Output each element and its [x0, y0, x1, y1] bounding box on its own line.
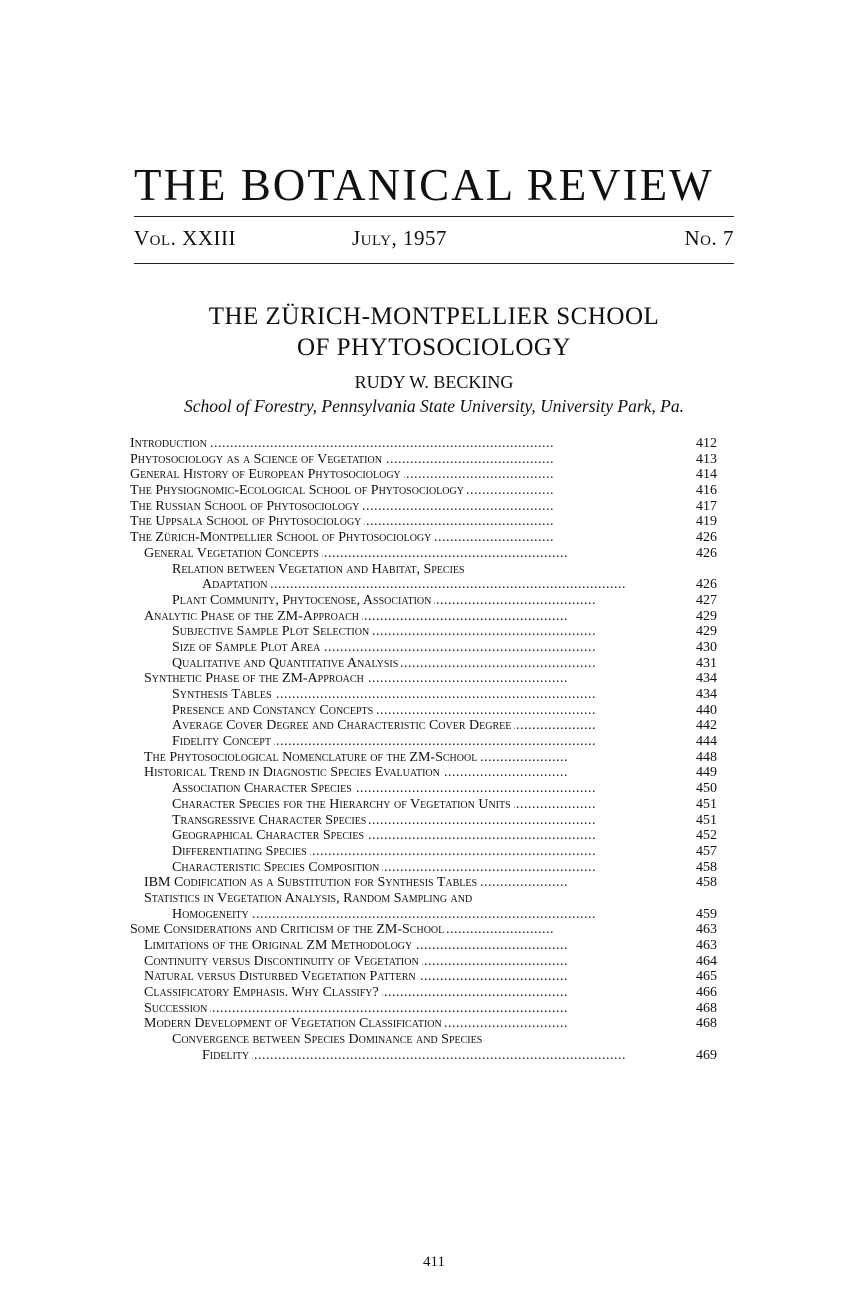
- toc-entry: [130, 436, 736, 452]
- toc-entry-page: 417: [696, 498, 717, 514]
- toc-entry: [130, 891, 736, 907]
- table-of-contents: [130, 436, 736, 1064]
- toc-entry-title: Presence and Constancy Concepts: [172, 703, 376, 718]
- toc-entry: [130, 703, 736, 719]
- toc-entry: [130, 734, 736, 750]
- toc-entry-page: 458: [696, 859, 717, 875]
- toc-entry: [130, 938, 736, 954]
- toc-entry: [130, 860, 736, 876]
- toc-entry-title: Fidelity: [202, 1048, 252, 1063]
- toc-entry-page: 452: [696, 828, 717, 844]
- toc-entry: [130, 562, 736, 578]
- toc-entry-page: 464: [696, 953, 717, 969]
- toc-entry-title: General History of European Phytosociology: [130, 467, 404, 482]
- toc-entry: [130, 1016, 736, 1032]
- toc-entry-page: 448: [696, 749, 717, 765]
- toc-entry-page: 468: [696, 1000, 717, 1016]
- toc-entry: [130, 467, 736, 483]
- toc-entry-title: Adaptation: [202, 577, 270, 592]
- toc-entry: [130, 546, 736, 562]
- toc-entry-page: 449: [696, 765, 717, 781]
- toc-entry: [130, 483, 736, 499]
- issue-line: [134, 226, 734, 256]
- toc-entry-page: 450: [696, 781, 717, 797]
- toc-entry: [130, 671, 736, 687]
- toc-entry-page: 413: [696, 451, 717, 467]
- volume: Vol. XXIII: [134, 226, 236, 250]
- toc-entry-title: Natural versus Disturbed Vegetation Pattern: [144, 969, 419, 984]
- toc-entry-title: Synthetic Phase of the ZM-Approach: [144, 671, 367, 686]
- toc-entry-page: 451: [696, 796, 717, 812]
- toc-entry: [130, 907, 736, 923]
- toc-entry: [130, 875, 736, 891]
- toc-entry-page: 457: [696, 843, 717, 859]
- toc-entry-title: Some Considerations and Criticism of the ZM-School: [130, 922, 447, 937]
- toc-entry-page: 465: [696, 969, 717, 985]
- toc-entry-title: Homogeneity: [172, 907, 252, 922]
- toc-entry-title: Synthesis Tables: [172, 687, 275, 702]
- toc-entry: [130, 844, 736, 860]
- toc-entry-title: General Vegetation Concepts: [144, 546, 322, 561]
- toc-entry-title: Convergence between Species Dominance and Species: [172, 1032, 485, 1047]
- article-title-line2: OF PHYTOSOCIOLOGY: [296, 334, 572, 361]
- toc-entry-title: Continuity versus Discontinuity of Vegetation: [144, 954, 422, 969]
- toc-entry-title: Geographical Character Species: [172, 828, 367, 843]
- toc-entry-title: Qualitative and Quantitative Analysis: [172, 656, 401, 671]
- top-rule: [134, 216, 734, 217]
- toc-entry-title: Analytic Phase of the ZM-Approach: [144, 609, 362, 624]
- toc-entry-title: Association Character Species: [172, 781, 355, 796]
- toc-entry: [130, 593, 736, 609]
- toc-entry: [130, 797, 736, 813]
- toc-entry-title: Subjective Sample Plot Selection: [172, 624, 372, 639]
- toc-entry: [130, 969, 736, 985]
- toc-entry-page: 414: [696, 467, 717, 483]
- toc-entry: [130, 609, 736, 625]
- toc-entry: [130, 954, 736, 970]
- toc-entry-title: Character Species for the Hierarchy of Vegetation Units: [172, 797, 514, 812]
- toc-entry-page: 429: [696, 624, 717, 640]
- toc-entry: [130, 1001, 736, 1017]
- author: RUDY W. BECKING: [354, 372, 514, 392]
- toc-entry-title: Historical Trend in Diagnostic Species Evaluation: [144, 765, 443, 780]
- article-title-line1: THE ZÜRICH-MONTPELLIER SCHOOL: [208, 303, 660, 330]
- toc-entry-title: The Physiognomic-Ecological School of Phytosociology: [130, 483, 467, 498]
- toc-entry-title: Succession: [144, 1001, 210, 1016]
- toc-entry-page: 444: [696, 734, 717, 750]
- toc-entry-title: Differentiating Species: [172, 844, 310, 859]
- toc-entry-title: Average Cover Degree and Characteristic Cover Degree: [172, 718, 514, 733]
- issue-number: No. 7: [684, 226, 734, 250]
- toc-entry: [130, 514, 736, 530]
- page-number: 411: [423, 1254, 445, 1270]
- toc-entry: [130, 985, 736, 1001]
- toc-entry: [130, 687, 736, 703]
- toc-entry-page: 412: [696, 436, 717, 451]
- toc-entry-page: 434: [696, 687, 717, 702]
- toc-entry-title: Fidelity Concept: [172, 734, 274, 749]
- toc-entry: [130, 577, 736, 593]
- toc-entry-page: 426: [696, 530, 717, 546]
- toc-entry: [130, 750, 736, 766]
- toc-entry-title: Introduction: [130, 436, 210, 451]
- toc-entry: [130, 781, 736, 797]
- toc-entry: [130, 828, 736, 844]
- journal-title: THE BOTANICAL REVIEW: [134, 160, 714, 210]
- toc-entry-page: 459: [696, 906, 717, 922]
- toc-entry-page: 451: [696, 812, 717, 828]
- toc-entry-title: Classificatory Emphasis. Why Classify?: [144, 985, 382, 1000]
- toc-entry-page: 440: [696, 702, 717, 718]
- toc-entry-page: 429: [696, 608, 717, 624]
- toc-entry-title: The Phytosociological Nomenclature of the ZM-School: [144, 750, 480, 765]
- toc-entry-title: IBM Codification as a Substitution for Synthesis Tables: [144, 875, 480, 890]
- toc-entry-page: 468: [696, 1016, 717, 1032]
- toc-entry-title: Plant Community, Phytocenose, Association: [172, 593, 434, 608]
- toc-entry-page: 427: [696, 592, 717, 608]
- toc-entry: [130, 499, 736, 515]
- toc-entry: [130, 624, 736, 640]
- toc-entry: [130, 922, 736, 938]
- toc-entry-title: The Zürich-Montpellier School of Phytosociology: [130, 530, 434, 545]
- toc-entry: [130, 813, 736, 829]
- toc-entry: [130, 656, 736, 672]
- toc-entry-page: 469: [696, 1047, 717, 1063]
- toc-entry-title: The Uppsala School of Phytosociology: [130, 514, 364, 529]
- toc-entry: [130, 530, 736, 546]
- toc-entry-page: 419: [696, 514, 717, 530]
- toc-entry-page: 463: [696, 938, 717, 953]
- toc-entry-title: Modern Development of Vegetation Classification: [144, 1016, 445, 1031]
- toc-entry-page: 463: [696, 922, 717, 938]
- toc-entry: [130, 718, 736, 734]
- affiliation: School of Forestry, Pennsylvania State University, University Park, Pa.: [184, 396, 684, 416]
- toc-entry-title: Statistics in Vegetation Analysis, Random Sampling and: [144, 891, 475, 906]
- toc-entry: [130, 765, 736, 781]
- toc-entry-title: The Russian School of Phytosociology: [130, 499, 363, 514]
- toc-entry: [130, 1048, 736, 1064]
- toc-entry-page: 426: [696, 577, 717, 593]
- toc-entry-page: 416: [696, 483, 717, 499]
- toc-entry: [130, 1032, 736, 1048]
- toc-entry-page: 434: [696, 671, 717, 687]
- issue-date: July, 1957: [352, 226, 447, 250]
- toc-entry-title: Characteristic Species Composition: [172, 860, 382, 875]
- toc-entry-page: 458: [696, 875, 717, 891]
- toc-entry-page: 430: [696, 639, 717, 655]
- bottom-rule: [134, 263, 734, 264]
- toc-entry-page: 426: [696, 545, 717, 561]
- toc-entry-title: Transgressive Character Species: [172, 813, 369, 828]
- toc-entry-page: 466: [696, 985, 717, 1001]
- toc-entry-title: Phytosociology as a Science of Vegetation: [130, 452, 385, 467]
- toc-entry: [130, 452, 736, 468]
- toc-entry-page: 442: [696, 718, 717, 734]
- toc-entry-title: Relation between Vegetation and Habitat, Species: [172, 562, 468, 577]
- toc-entry-title: Limitations of the Original ZM Methodology: [144, 938, 415, 953]
- toc-entry-page: 431: [696, 655, 717, 671]
- toc-entry: [130, 640, 736, 656]
- toc-entry-title: Size of Sample Plot Area: [172, 640, 323, 655]
